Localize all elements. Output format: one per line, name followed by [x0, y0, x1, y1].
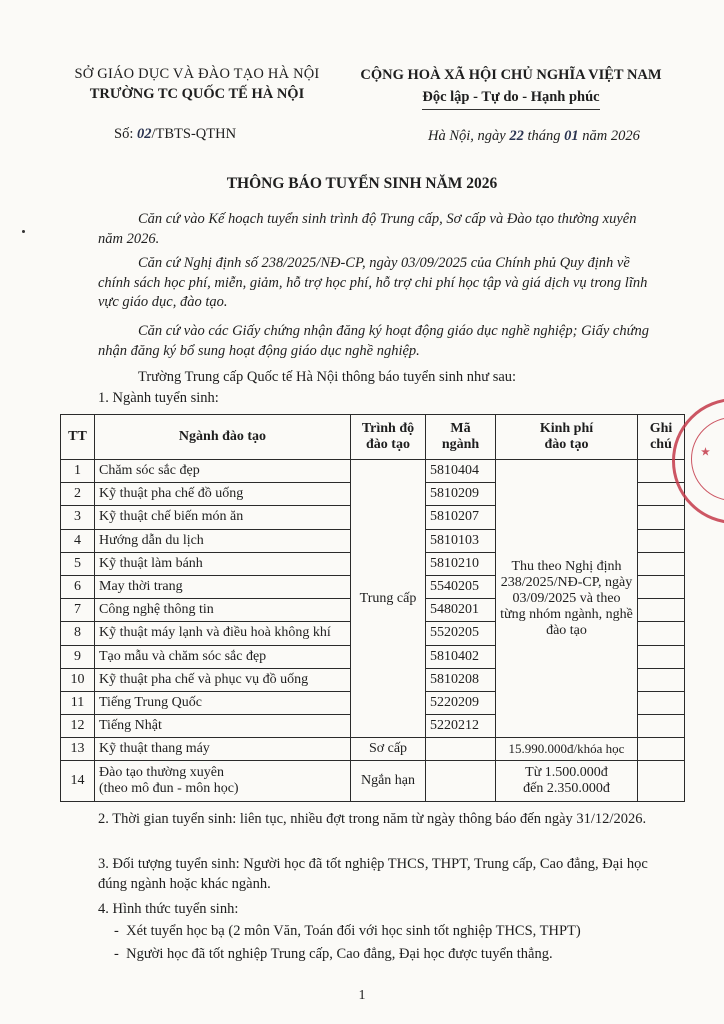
document-date: Hà Nội, ngày 22 tháng 01 năm 2026 [428, 128, 640, 144]
section-1-heading: 1. Ngành tuyển sinh: [98, 390, 219, 406]
table-row: 12 Tiếng Nhật 5220212 [61, 715, 685, 738]
table-row: 14 Đào tạo thường xuyên (theo mô đun - môn học) Ngắn hạn Từ 1.500.000đ đến 2.350.000đ [61, 761, 685, 802]
table-row: 7 Công nghệ thông tin 5480201 [61, 599, 685, 622]
national-header [336, 64, 686, 110]
col-code: Mã ngành [426, 415, 496, 460]
page-number: 1 [358, 988, 366, 1003]
basis-paragraph-2: Căn cứ Nghị định số 238/2025/NĐ-CP, ngày 03/09/2025 của Chính phủ Quy định về chính sách học phí, miễn, giảm, hỗ trợ học phí, hỗ trợ chi phí học tập và giá dịch vụ trong lĩnh vực giáo dục, đào tạo. [98, 255, 648, 310]
table-row: 11 Tiếng Trung Quốc 5220209 [61, 691, 685, 714]
table-header-row [61, 415, 685, 460]
department-name: SỞ GIÁO DỤC VÀ ĐÀO TẠO HÀ NỘI [74, 66, 320, 82]
table-row: 9 Tạo mẫu và chăm sóc sắc đẹp 5810402 [61, 645, 685, 668]
col-fee: Kinh phí đào tạo [496, 415, 638, 460]
school-name: TRƯỜNG TC QUỐC TẾ HÀ NỘI [89, 86, 305, 102]
stamp-star-icon: ★ [701, 447, 710, 458]
table-row: 4 Hướng dẫn du lịch 5810103 [61, 529, 685, 552]
intro-paragraph: Trường Trung cấp Quốc tế Hà Nội thông báo tuyển sinh như sau: [138, 369, 517, 385]
col-level: Trình độ đào tạo [351, 415, 426, 460]
table-row: 13 Kỹ thuật thang máy Sơ cấp 15.990.000đ/khóa học [61, 738, 685, 761]
handwritten-number: 02 [136, 126, 152, 142]
table-row: 10 Kỹ thuật pha chế và phục vụ đồ uống 5810208 [61, 668, 685, 691]
scan-speck [22, 230, 25, 233]
bullet-item: - Người học đã tốt nghiệp Trung cấp, Cao đẳng, Đại học được tuyển thẳng. [114, 946, 553, 962]
level-trungcap: Trung cấp [351, 460, 426, 738]
table-row: 2 Kỹ thuật pha chế đồ uống 5810209 [61, 483, 685, 506]
table-row: 8 Kỹ thuật máy lạnh và điều hoà không khí 5520205 [61, 622, 685, 645]
nation-name: CỘNG HOÀ XÃ HỘI CHỦ NGHĨA VIỆT NAM [360, 67, 662, 83]
section-3: 3. Đối tượng tuyển sinh: Người học đã tốt nghiệp THCS, THPT, Trung cấp, Cao đẳng, Đại học đúng ngành hoặc khác ngành. [98, 856, 648, 892]
table-row: 5 Kỹ thuật làm bánh 5810210 [61, 552, 685, 575]
handwritten-month: 01 [564, 128, 579, 144]
section-2: 2. Thời gian tuyển sinh: liên tục, nhiều đợt trong năm từ ngày thông báo đến ngày 31/12/2026. [98, 811, 647, 827]
table-row: 6 May thời trang 5540205 [61, 575, 685, 598]
handwritten-day: 22 [509, 128, 524, 144]
basis-paragraph-3: Căn cứ vào các Giấy chứng nhận đăng ký hoạt động giáo dục nghề nghiệp; Giấy chứng nhận đăng ký bổ sung hoạt động giáo dục nghề nghiệp. [98, 323, 649, 359]
col-tt: TT [61, 415, 95, 460]
programs-table [60, 414, 685, 802]
document-title: THÔNG BÁO TUYỂN SINH NĂM 2026 [226, 175, 498, 192]
national-motto: Độc lập - Tự do - Hạnh phúc [422, 86, 599, 110]
issuer-header [62, 64, 332, 104]
table-row: 3 Kỹ thuật chế biến món ăn 5810207 [61, 506, 685, 529]
stamp-inner-ring [691, 417, 724, 501]
col-note: Ghi chú [638, 415, 685, 460]
basis-paragraph-1: Căn cứ vào Kế hoạch tuyển sinh trình độ Trung cấp, Sơ cấp và Đào tạo thường xuyên năm 2026. [98, 211, 637, 247]
document-number: Số: 02/TBTS-QTHN [114, 126, 237, 142]
fee-trungcap: Thu theo Nghị định 238/2025/NĐ-CP, ngày 03/09/2025 và theo từng nhóm ngành, nghề đào tạo [496, 460, 638, 738]
section-4-heading: 4. Hình thức tuyển sinh: [98, 901, 239, 917]
table-row: 1 Chăm sóc sắc đẹp Trung cấp 5810404 Thu theo Nghị định 238/2025/NĐ-CP, ngày 03/09/2025 và theo từng nhóm ngành, nghề đào tạo [61, 460, 685, 483]
col-name: Ngành đào tạo [95, 415, 351, 460]
bullet-item: - Xét tuyển học bạ (2 môn Văn, Toán đối với học sinh tốt nghiệp THCS, THPT) [114, 923, 581, 939]
